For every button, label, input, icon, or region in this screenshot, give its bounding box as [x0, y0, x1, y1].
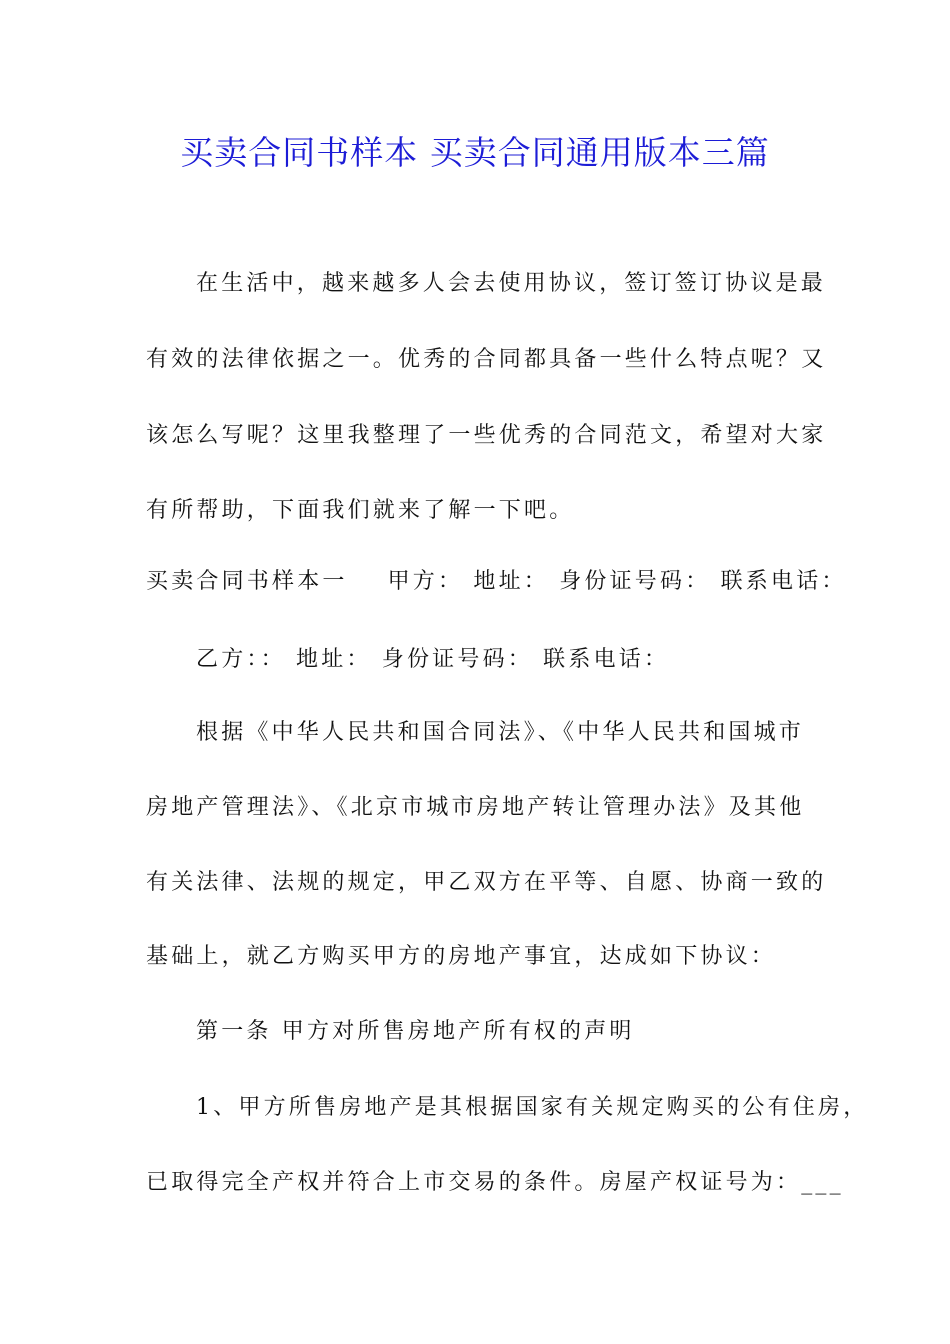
party-a-fields: 甲方： 地址： 身份证号码： 联系电话： [387, 569, 847, 594]
clause-1-line-1: 1、甲方所售房地产是其根据国家有关规定购买的公有住房， [196, 1095, 869, 1120]
basis-line-4: 基础上，就乙方购买甲方的房地产事宜，达成如下协议： [146, 944, 777, 969]
basis-line-3: 有关法律、法规的规定，甲乙双方在平等、自愿、协商一致的 [146, 870, 827, 895]
clause-1-line-2: 已取得完全产权并符合上市交易的条件。房屋产权证号为：___ [146, 1170, 844, 1195]
body-paragraph-line-2: 有效的法律依据之一。优秀的合同都具备一些什么特点呢？又 [146, 347, 827, 372]
body-paragraph-line-3: 该怎么写呢？这里我整理了一些优秀的合同范文，希望对大家 [146, 423, 827, 448]
sample-heading: 买卖合同书样本一 [146, 569, 348, 594]
sample-header-line [146, 565, 847, 599]
body-paragraph-line-4: 有所帮助，下面我们就来了解一下吧。 [146, 498, 575, 523]
page-title: 买卖合同书样本 买卖合同通用版本三篇 [180, 133, 770, 172]
body-paragraph-line-1: 在生活中，越来越多人会去使用协议，签订签订协议是最 [196, 271, 827, 296]
basis-line-2: 房地产管理法》、《北京市城市房地产转让管理办法》及其他 [146, 795, 805, 820]
basis-line-1: 根据《中华人民共和国合同法》、《中华人民共和国城市 [196, 720, 805, 745]
party-b-line: 乙方：： 地址： 身份证号码： 联系电话： [196, 647, 670, 672]
article-one-heading: 第一条 甲方对所售房地产所有权的声明 [196, 1019, 635, 1044]
